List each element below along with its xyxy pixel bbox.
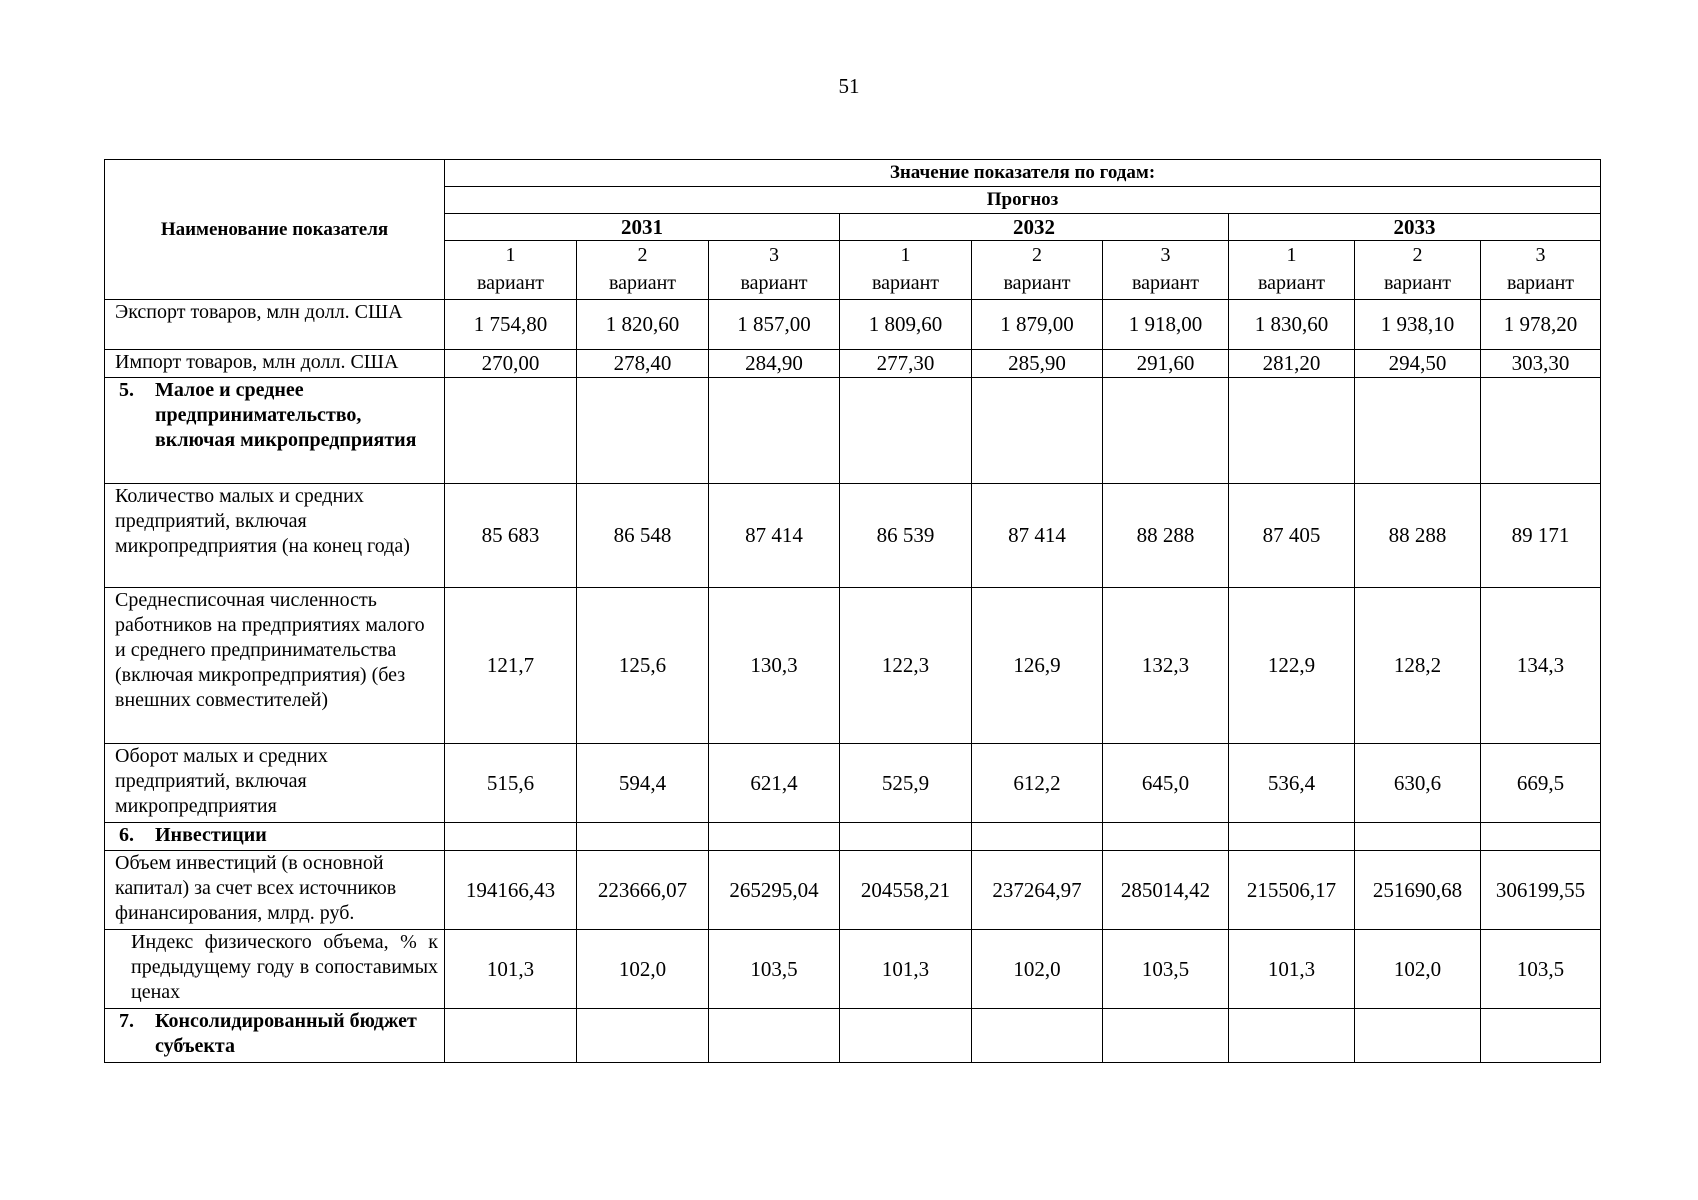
empty-cell bbox=[1355, 378, 1481, 484]
variant-number: 2 bbox=[637, 244, 648, 266]
section-row bbox=[105, 378, 1601, 484]
table-cell: 130,3 bbox=[709, 588, 840, 744]
empty-cell bbox=[1481, 378, 1601, 484]
table-cell: 125,6 bbox=[577, 588, 709, 744]
table-cell: 281,20 bbox=[1229, 350, 1355, 378]
table-cell: 194166,43 bbox=[445, 851, 577, 930]
table-cell: 102,0 bbox=[972, 930, 1103, 1009]
table-cell: 306199,55 bbox=[1481, 851, 1601, 930]
table-cell: 525,9 bbox=[840, 744, 972, 823]
empty-cell bbox=[972, 378, 1103, 484]
table-row bbox=[105, 851, 1601, 930]
indicators-table bbox=[104, 159, 1601, 1063]
empty-cell bbox=[1355, 823, 1481, 851]
empty-cell bbox=[709, 1009, 840, 1063]
table-cell: 285,90 bbox=[972, 350, 1103, 378]
table-cell: 88 288 bbox=[1355, 484, 1481, 588]
empty-cell bbox=[1229, 378, 1355, 484]
section-number: 5. bbox=[119, 379, 134, 401]
table-row bbox=[105, 930, 1601, 1009]
table-cell: 87 414 bbox=[972, 484, 1103, 588]
table-cell: 265295,04 bbox=[709, 851, 840, 930]
year-header: 2033 bbox=[1229, 214, 1601, 241]
table-cell: 103,5 bbox=[709, 930, 840, 1009]
table-cell: 101,3 bbox=[840, 930, 972, 1009]
row-label: Импорт товаров, млн долл. США bbox=[105, 350, 445, 378]
table-cell: 87 414 bbox=[709, 484, 840, 588]
variant-label: вариант bbox=[1506, 272, 1575, 294]
empty-cell bbox=[1103, 1009, 1229, 1063]
variant-number: 3 bbox=[769, 244, 779, 266]
variant-number: 1 bbox=[505, 244, 516, 266]
empty-cell bbox=[577, 823, 709, 851]
empty-cell bbox=[709, 378, 840, 484]
variant-header bbox=[972, 241, 1103, 300]
table-cell: 1 879,00 bbox=[972, 300, 1103, 350]
page-number: 51 bbox=[838, 74, 860, 98]
table-cell: 102,0 bbox=[1355, 930, 1481, 1009]
table-cell: 103,5 bbox=[1481, 930, 1601, 1009]
variant-header bbox=[709, 241, 840, 300]
variant-header bbox=[445, 241, 577, 300]
section-number: 7. bbox=[119, 1010, 134, 1032]
table-cell: 88 288 bbox=[1103, 484, 1229, 588]
year-header: 2032 bbox=[840, 214, 1229, 241]
section-row bbox=[105, 1009, 1601, 1063]
table-cell: 284,90 bbox=[709, 350, 840, 378]
table-row bbox=[105, 744, 1601, 823]
variant-header bbox=[1481, 241, 1601, 300]
table-row bbox=[105, 350, 1601, 378]
table-cell: 103,5 bbox=[1103, 930, 1229, 1009]
empty-cell bbox=[840, 1009, 972, 1063]
row-label: Экспорт товаров, млн долл. США bbox=[105, 300, 445, 350]
empty-cell bbox=[1229, 823, 1355, 851]
table-row bbox=[105, 484, 1601, 588]
table-cell: 89 171 bbox=[1481, 484, 1601, 588]
table-cell: 1 918,00 bbox=[1103, 300, 1229, 350]
table-cell: 126,9 bbox=[972, 588, 1103, 744]
variant-label: вариант bbox=[871, 272, 940, 294]
empty-cell bbox=[1229, 1009, 1355, 1063]
table-cell: 101,3 bbox=[445, 930, 577, 1009]
table-cell: 294,50 bbox=[1355, 350, 1481, 378]
empty-cell bbox=[1355, 1009, 1481, 1063]
table-cell: 1 830,60 bbox=[1229, 300, 1355, 350]
table-cell: 270,00 bbox=[445, 350, 577, 378]
table-cell: 594,4 bbox=[577, 744, 709, 823]
section-title: Инвестиции bbox=[155, 824, 267, 846]
table-cell: 1 938,10 bbox=[1355, 300, 1481, 350]
variant-header bbox=[1103, 241, 1229, 300]
empty-cell bbox=[709, 823, 840, 851]
row-label: Оборот малых и средних предприятий, включая микропредприятия bbox=[105, 744, 445, 823]
table-cell: 134,3 bbox=[1481, 588, 1601, 744]
variant-number: 1 bbox=[900, 244, 911, 266]
variant-label: вариант bbox=[1131, 272, 1200, 294]
table-cell: 122,9 bbox=[1229, 588, 1355, 744]
table-cell: 85 683 bbox=[445, 484, 577, 588]
table-cell: 86 548 bbox=[577, 484, 709, 588]
table-cell: 285014,42 bbox=[1103, 851, 1229, 930]
variant-number: 1 bbox=[1286, 244, 1297, 266]
year-header: 2031 bbox=[445, 214, 840, 241]
section-number: 6. bbox=[119, 824, 134, 846]
section-title: Малое и среднее предпринимательство, включая микропредприятия bbox=[155, 379, 417, 451]
table-cell: 121,7 bbox=[445, 588, 577, 744]
empty-cell bbox=[840, 823, 972, 851]
table-cell: 128,2 bbox=[1355, 588, 1481, 744]
table-cell: 1 754,80 bbox=[445, 300, 577, 350]
table-cell: 122,3 bbox=[840, 588, 972, 744]
table-cell: 515,6 bbox=[445, 744, 577, 823]
variant-header bbox=[1355, 241, 1481, 300]
table-cell: 132,3 bbox=[1103, 588, 1229, 744]
empty-cell bbox=[1481, 823, 1601, 851]
empty-cell bbox=[1103, 378, 1229, 484]
row-label: Количество малых и средних предприятий, включая микропредприятия (на конец года) bbox=[105, 484, 445, 588]
section-row bbox=[105, 823, 1601, 851]
table-cell: 223666,07 bbox=[577, 851, 709, 930]
section-heading bbox=[105, 378, 445, 484]
table-cell: 215506,17 bbox=[1229, 851, 1355, 930]
section-heading bbox=[105, 1009, 445, 1063]
table-row bbox=[105, 588, 1601, 744]
forecast-header: Прогноз bbox=[445, 187, 1601, 214]
empty-cell bbox=[1103, 823, 1229, 851]
table-cell: 536,4 bbox=[1229, 744, 1355, 823]
row-label: Среднесписочная численность работников на предприятиях малого и среднего предпринимательства (включая микропредприятия) (без внешних совместителей) bbox=[105, 588, 445, 744]
variant-number: 2 bbox=[1032, 244, 1042, 266]
empty-cell bbox=[445, 1009, 577, 1063]
variant-label: вариант bbox=[1003, 272, 1071, 294]
section-title: Консолидированный бюджет субъекта bbox=[155, 1010, 417, 1057]
table-cell: 102,0 bbox=[577, 930, 709, 1009]
table-cell: 1 978,20 bbox=[1481, 300, 1601, 350]
values-by-year-header: Значение показателя по годам: bbox=[445, 160, 1601, 187]
table-cell: 87 405 bbox=[1229, 484, 1355, 588]
variant-header bbox=[1229, 241, 1355, 300]
empty-cell bbox=[972, 823, 1103, 851]
row-label: Индекс физического объема, % к предыдущему году в сопоставимых ценах bbox=[105, 930, 445, 1009]
table-cell: 621,4 bbox=[709, 744, 840, 823]
table-cell: 612,2 bbox=[972, 744, 1103, 823]
variant-label: вариант bbox=[1383, 272, 1452, 294]
table-cell: 278,40 bbox=[577, 350, 709, 378]
empty-cell bbox=[577, 378, 709, 484]
table-cell: 291,60 bbox=[1103, 350, 1229, 378]
variant-number: 3 bbox=[1160, 244, 1171, 266]
empty-cell bbox=[972, 1009, 1103, 1063]
table-cell: 1 857,00 bbox=[709, 300, 840, 350]
empty-cell bbox=[445, 378, 577, 484]
table-cell: 277,30 bbox=[840, 350, 972, 378]
table-cell: 237264,97 bbox=[972, 851, 1103, 930]
section-heading bbox=[105, 823, 445, 851]
variant-label: вариант bbox=[740, 272, 808, 294]
table-cell: 303,30 bbox=[1481, 350, 1601, 378]
name-column-header: Наименование показателя bbox=[105, 160, 445, 300]
variant-number: 3 bbox=[1535, 244, 1546, 266]
table-cell: 251690,68 bbox=[1355, 851, 1481, 930]
table-cell: 645,0 bbox=[1103, 744, 1229, 823]
empty-cell bbox=[1481, 1009, 1601, 1063]
empty-cell bbox=[577, 1009, 709, 1063]
empty-cell bbox=[445, 823, 577, 851]
table-cell: 86 539 bbox=[840, 484, 972, 588]
row-label: Объем инвестиций (в основной капитал) за счет всех источников финансирования, млрд. руб. bbox=[105, 851, 445, 930]
table-row bbox=[105, 300, 1601, 350]
header-row-values bbox=[105, 160, 1601, 187]
table-cell: 630,6 bbox=[1355, 744, 1481, 823]
variant-header bbox=[577, 241, 709, 300]
table-cell: 204558,21 bbox=[840, 851, 972, 930]
empty-cell bbox=[840, 378, 972, 484]
variant-label: вариант bbox=[1257, 272, 1326, 294]
variant-label: вариант bbox=[476, 272, 545, 294]
variant-label: вариант bbox=[608, 272, 677, 294]
variant-header bbox=[840, 241, 972, 300]
table-cell: 101,3 bbox=[1229, 930, 1355, 1009]
table-cell: 1 820,60 bbox=[577, 300, 709, 350]
table-cell: 1 809,60 bbox=[840, 300, 972, 350]
variant-number: 2 bbox=[1412, 244, 1423, 266]
table-cell: 669,5 bbox=[1481, 744, 1601, 823]
